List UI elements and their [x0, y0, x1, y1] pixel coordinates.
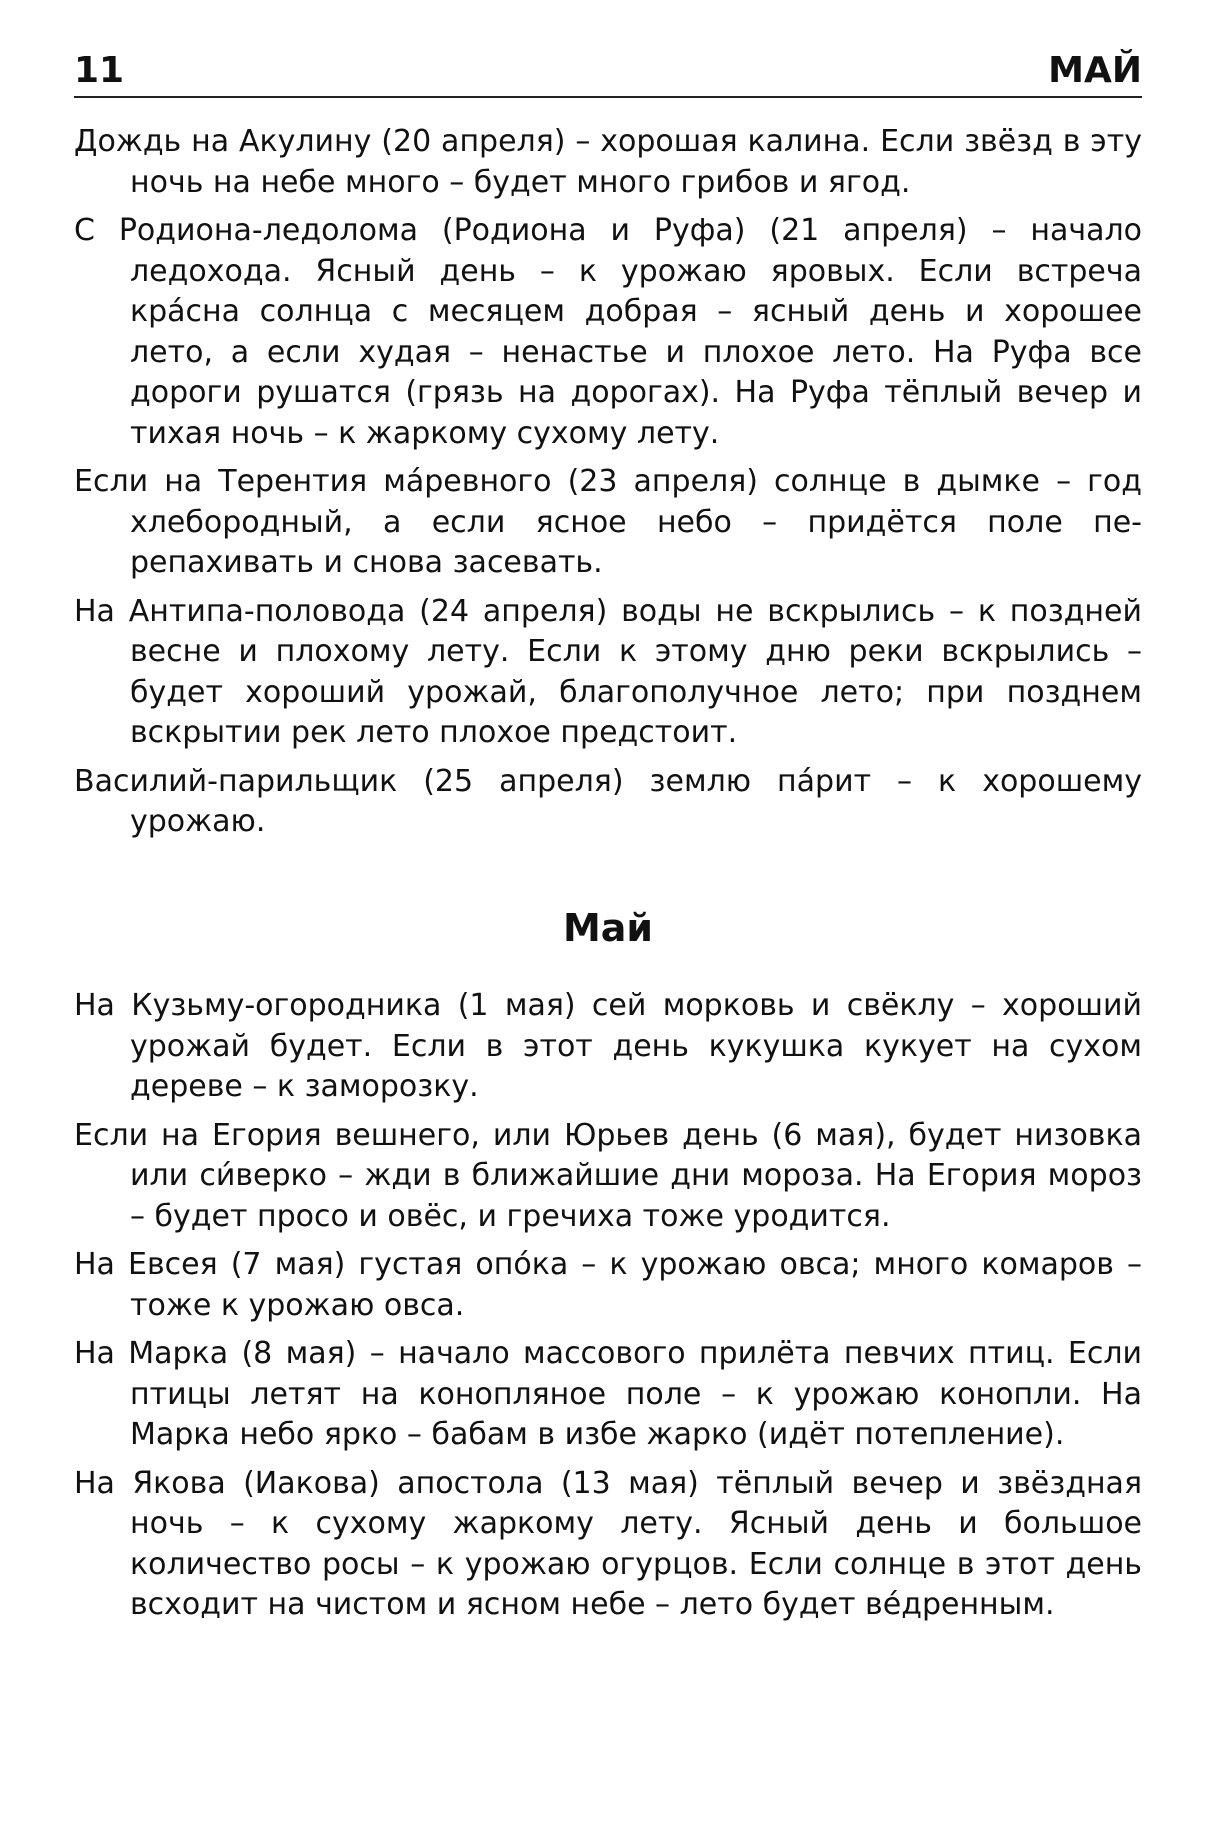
omen-paragraph: На Якова (Иакова) апостола (13 мая) тёплый вечер и звёздная ночь – к сухому жаркому лету. Ясный день и большое количество росы – к урожаю огурцов. Если солнце в этот день всходит на чистом и ясном небе – лето будет ве́дренным.	[74, 1465, 1142, 1622]
omen-paragraph: На Марка (8 мая) – начало массового прилёта певчих птиц. Если птицы летят на конопляное поле – к урожаю конопли. На Марка небо ярко – бабам в избе жарко (идёт потепление).	[74, 1336, 1142, 1452]
omen-paragraph: С Родиона-ледолома (Родиона и Руфа) (21 апреля) – начало ледохода. Ясный день – к урожаю яровых. Если встреча кра́сна солнца с месяцем добрая – ясный день и хорошее лето, а если худая – ненастье и плохое лето. На Руфа все дороги рушатся (грязь на дорогах). На Руфа тёплый вечер и тихая ночь – к жаркому сухому лету.	[74, 213, 1142, 451]
may-omens	[74, 986, 1142, 1634]
section-title: Май	[562, 906, 654, 950]
omen-paragraph: Дождь на Акулину (20 апреля) – хорошая калина. Если звёзд в эту ночь на небе много – будет много грибов и ягод.	[74, 124, 1142, 200]
running-title: МАЙ	[1048, 50, 1142, 91]
omen-paragraph: На Антипа-половода (24 апреля) воды не вскрылись – к поздней весне и плохому лету. Если к этому дню реки вскрылись – будет хороший урожай, благополучное лето; при позднем вскрытии рек лето плохое предстоит.	[74, 593, 1142, 750]
page-number: 11	[74, 50, 125, 91]
omen-paragraph: Если на Терентия ма́ревного (23 апреля) солнце в дымке – год хлебородный, а если ясное небо – придётся поле перепахивать и снова засевать.	[74, 464, 1142, 580]
book-page	[74, 0, 1142, 1836]
omen-paragraph: На Кузьму-огородника (1 мая) сей морковь и свёклу – хороший урожай будет. Если в этот день кукушка кукует на сухом дереве – к заморозку.	[74, 988, 1142, 1104]
omen-paragraph: На Евсея (7 мая) густая опо́ка – к урожаю овса; много комаров – тоже к урожаю овса.	[74, 1247, 1142, 1323]
april-omens	[74, 122, 1142, 851]
omen-paragraph: Василий-парильщик (25 апреля) землю па́рит – к хорошему урожаю.	[74, 763, 1142, 839]
running-header	[74, 46, 1142, 98]
omen-paragraph: Если на Егория вешнего, или Юрьев день (6 мая), будет низовка или си́верко – жди в ближайшие дни мороза. На Егория мороз – будет просо и овёс, и гречиха тоже уродится.	[74, 1117, 1142, 1234]
